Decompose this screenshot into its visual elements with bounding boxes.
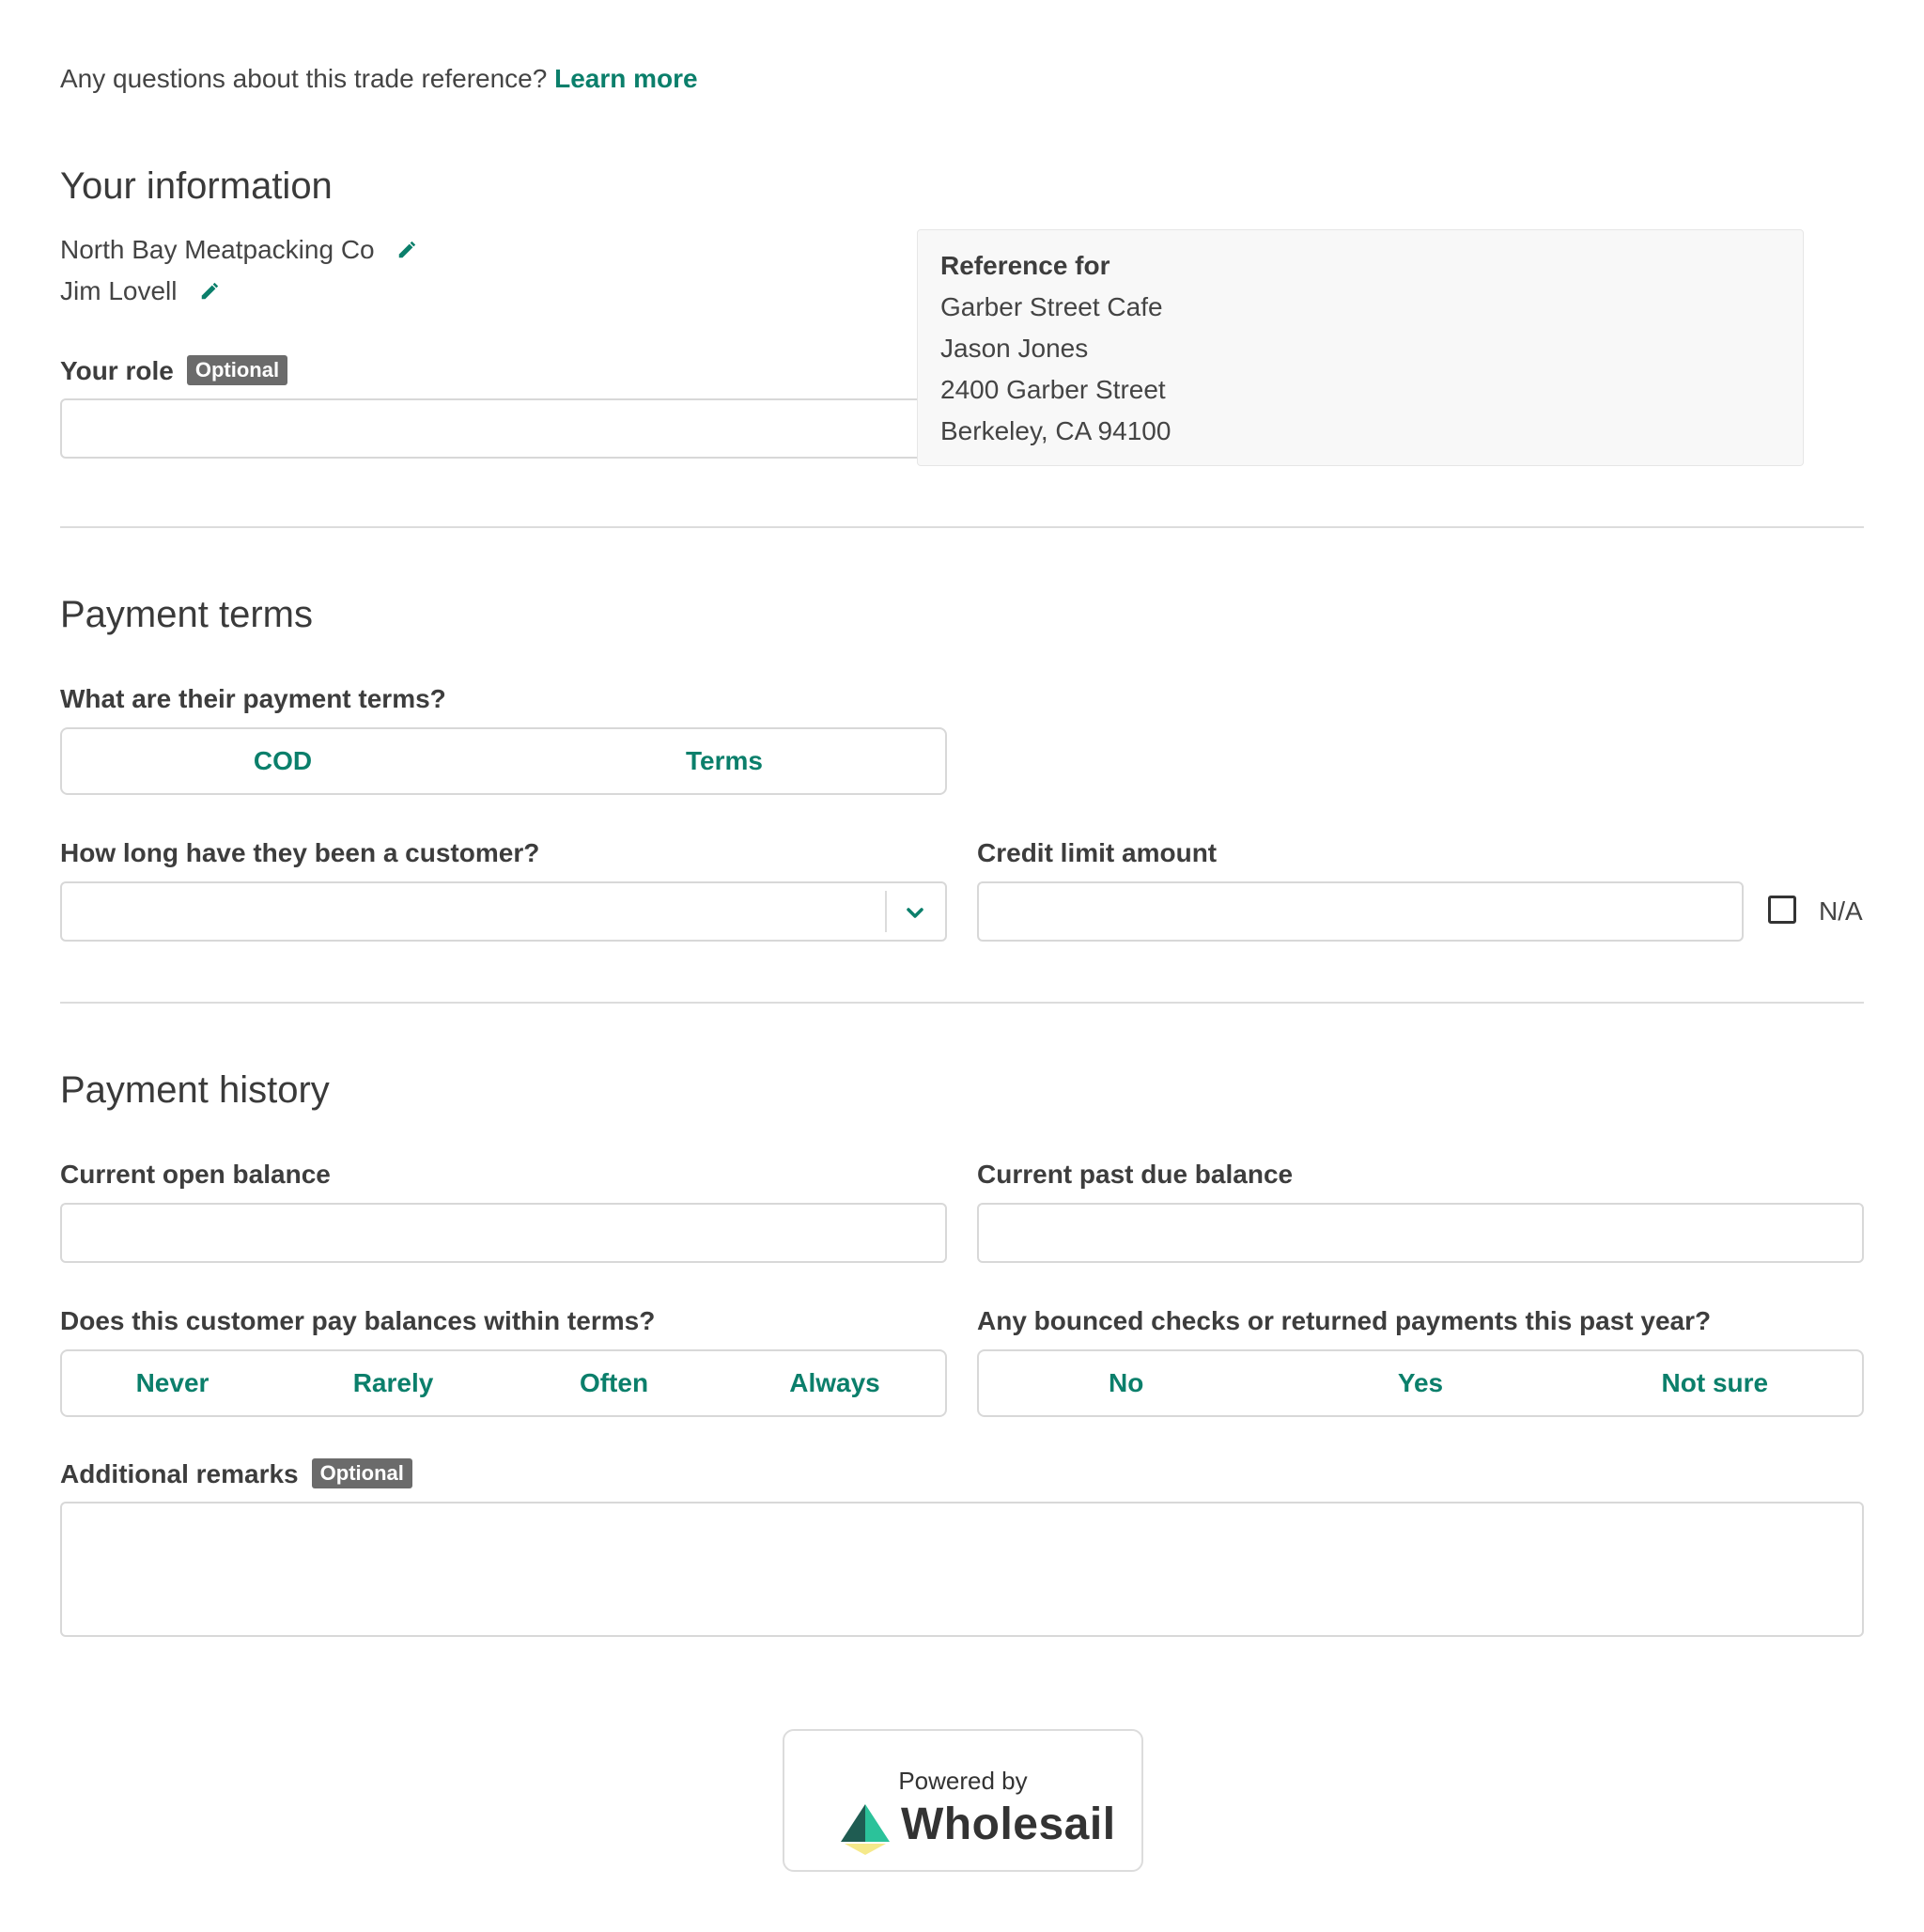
rarely-option[interactable]: Rarely <box>352 1368 434 1397</box>
not-sure-option[interactable]: Not sure <box>1661 1368 1769 1397</box>
powered-by-text: Powered by <box>898 1767 1028 1795</box>
customer-length-select[interactable] <box>60 881 947 942</box>
section-divider <box>60 1002 1864 1004</box>
na-checkbox[interactable] <box>1768 896 1796 924</box>
powered-by-badge[interactable] <box>783 1729 1143 1872</box>
bounced-toggle <box>977 1349 1864 1417</box>
your-information-heading: Your information <box>60 165 333 207</box>
company-line <box>60 235 417 265</box>
cod-option[interactable]: COD <box>253 746 313 775</box>
intro-question: Any questions about this trade reference? <box>60 64 548 93</box>
customer-length-label: How long have they been a customer? <box>60 838 540 867</box>
reference-for-box <box>917 229 1804 466</box>
your-role-label <box>60 355 287 386</box>
contact-line <box>60 276 220 306</box>
within-terms-toggle <box>60 1349 947 1417</box>
reference-business: Garber Street Cafe <box>940 292 1163 321</box>
learn-more-link[interactable]: Learn more <box>554 64 698 93</box>
open-balance-input[interactable] <box>60 1203 947 1263</box>
na-label: N/A <box>1819 896 1863 926</box>
reference-city: Berkeley, CA 94100 <box>940 416 1171 445</box>
reference-person: Jason Jones <box>940 334 1089 363</box>
credit-limit-input[interactable] <box>977 881 1744 942</box>
payment-terms-heading: Payment terms <box>60 594 313 635</box>
yes-option[interactable]: Yes <box>1397 1368 1444 1397</box>
payment-terms-toggle <box>60 727 947 795</box>
never-option[interactable]: Never <box>135 1368 209 1397</box>
intro-line <box>60 64 698 94</box>
payment-history-heading: Payment history <box>60 1069 330 1111</box>
optional-badge: Optional <box>312 1458 412 1488</box>
contact-name: Jim Lovell <box>60 276 178 305</box>
reference-street: 2400 Garber Street <box>940 375 1166 404</box>
edit-company-pencil-icon[interactable] <box>396 240 417 260</box>
your-role-label-text: Your role <box>60 356 174 385</box>
remarks-label <box>60 1458 412 1489</box>
chevron-down-icon[interactable] <box>904 902 926 925</box>
wholesail-brand: Wholesail <box>901 1800 1116 1849</box>
remarks-label-text: Additional remarks <box>60 1459 299 1488</box>
section-divider <box>60 526 1864 528</box>
remarks-textarea[interactable] <box>60 1502 1864 1637</box>
often-option[interactable]: Often <box>579 1368 649 1397</box>
your-role-input[interactable] <box>60 398 947 459</box>
open-balance-label: Current open balance <box>60 1160 331 1189</box>
wholesail-logo-icon <box>839 1804 892 1855</box>
past-due-label: Current past due balance <box>977 1160 1294 1189</box>
optional-badge: Optional <box>187 355 287 385</box>
credit-limit-label: Credit limit amount <box>977 838 1218 867</box>
edit-contact-pencil-icon[interactable] <box>199 281 220 302</box>
no-option[interactable]: No <box>1109 1368 1144 1397</box>
within-terms-label: Does this customer pay balances within terms? <box>60 1306 656 1335</box>
reference-for-heading: Reference for <box>940 251 1110 280</box>
select-separator <box>885 891 887 932</box>
terms-option[interactable]: Terms <box>686 746 763 775</box>
payment-terms-question: What are their payment terms? <box>60 684 446 713</box>
always-option[interactable]: Always <box>789 1368 880 1397</box>
company-name: North Bay Meatpacking Co <box>60 235 375 264</box>
past-due-input[interactable] <box>977 1203 1864 1263</box>
bounced-label: Any bounced checks or returned payments this past year? <box>977 1306 1712 1335</box>
